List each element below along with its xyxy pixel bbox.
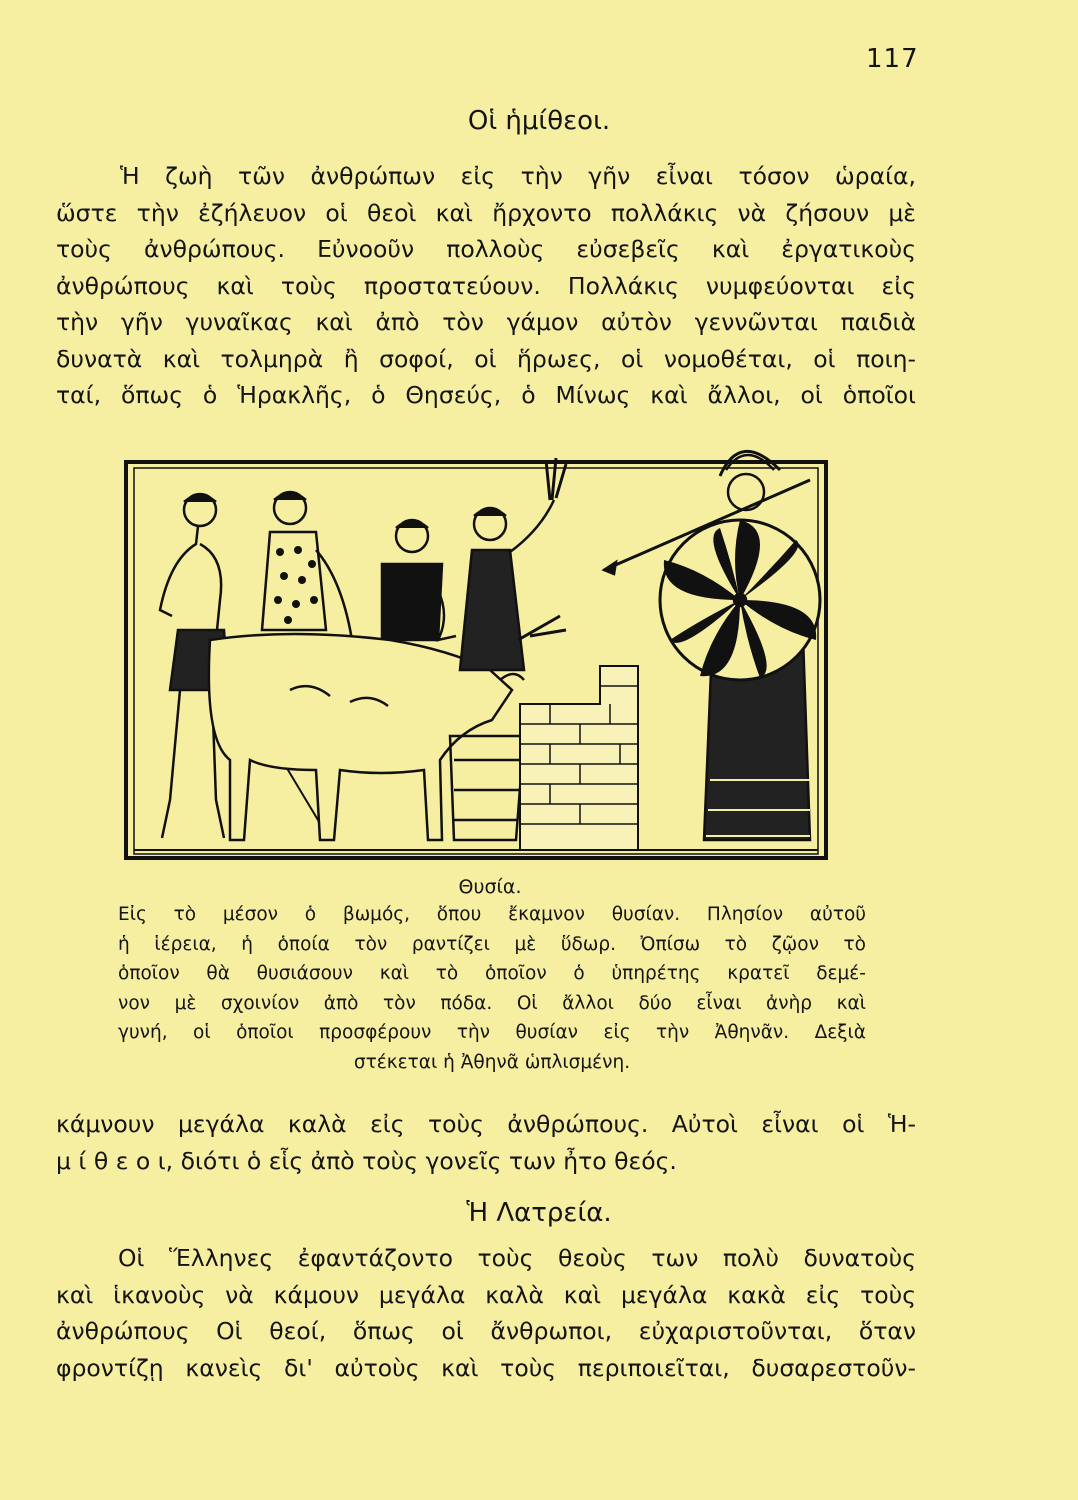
caption-line: ἡ ἱέρεια, ἡ ὁποία τὸν ραντίζει μὲ ὕδωρ. Ὀπίσω τὸ ζῷον τὸ	[118, 933, 866, 955]
text-line: κάμνουν μεγάλα καλὰ εἰς τοὺς ἀνθρώπους. Αὐτοὶ εἶναι οἱ Ἡ-	[56, 1110, 916, 1138]
text-line: καὶ ἱκανοὺς νὰ κάμουν μεγάλα καλὰ καὶ μεγάλα κακὰ εἰς τοὺς	[56, 1280, 916, 1309]
text-line: ἀνθρώπους καὶ τοὺς προστατεύουν. Πολλάκις νυμφεύονται εἰς	[56, 271, 916, 300]
text-line: τοὺς ἀνθρώπους. Εὐνοοῦν πολλοὺς εὐσεβεῖς καὶ ἐργατικοὺς	[56, 235, 916, 263]
text-line: ταί, ὅπως ὁ Ἡρακλῆς, ὁ Θησεύς, ὁ Μίνως καὶ ἄλλοι, οἱ ὁποῖοι	[56, 381, 916, 409]
caption-line: στέκεται ἡ Ἀθηνᾶ ὡπλισμένη.	[353, 1051, 631, 1073]
section-title-demigods: Οἱ ἡμίθεοι.	[467, 106, 611, 136]
text-line: Ἡ ζωὴ τῶν ἀνθρώπων εἰς τὴν γῆν εἶναι τόσον ὡραία,	[120, 162, 916, 190]
text-line: φροντίζῃ κανεὶς δι' αὐτοὺς καὶ τοὺς περιποιεῖται, δυσαρεστοῦν-	[56, 1353, 916, 1382]
text-line: τὴν γῆν γυναῖκας καὶ ἀπὸ τὸν γάμον αὐτὸν γεννῶνται παιδιὰ	[56, 308, 916, 336]
text-line: μ ί θ ε ο ι, διότι ὁ εἷς ἀπὸ τοὺς γονεῖς των ἦτο θεός.	[56, 1146, 677, 1175]
caption-line: γυνή, οἱ ὁποῖοι προσφέρουν τὴν θυσίαν εἰς τὴν Ἀθηνᾶν. Δεξιὰ	[118, 1022, 866, 1043]
figure-title: Θυσία.	[458, 876, 522, 898]
text-line: δυνατὰ καὶ τολμηρὰ ἢ σοφοί, οἱ ἥρωες, οἱ νομοθέται, οἱ ποιη-	[56, 344, 916, 373]
paragraph-continuation	[56, 1106, 916, 1179]
woman-figure	[262, 492, 352, 640]
altar-figure	[520, 666, 638, 850]
page-number: 117	[866, 44, 919, 74]
section-title-worship: Ἡ Λατρεία.	[466, 1198, 612, 1228]
caption-line: νον μὲ σχοινίον ἀπὸ τὸν πόδα. Οἱ ἄλλοι δύο εἶναι ἀνὴρ καὶ	[118, 992, 866, 1014]
text-line: Οἱ Ἕλληνες ἐφαντάζοντο τοὺς θεοὺς των πολὺ δυνατοὺς	[118, 1244, 916, 1272]
caption-line: ὁποῖον θὰ θυσιάσουν καὶ τὸ ὁποῖον ὁ ὑπηρέτης κρατεῖ δεμέ-	[118, 963, 866, 984]
paragraph-demigods	[56, 158, 916, 414]
caption-line: Εἰς τὸ μέσον ὁ βωμός, ὅπου ἔκαμνον θυσίαν. Πλησίον αὐτοῦ	[118, 904, 866, 925]
text-line: ἀνθρώπους Οἱ θεοί, ὅπως οἱ ἄνθρωποι, εὐχαριστοῦνται, ὅταν	[56, 1317, 916, 1345]
text-line: ὥστε τὴν ἐζήλευον οἱ θεοὶ καὶ ἤρχοντο πολλάκις νὰ ζήσουν μὲ	[56, 198, 916, 227]
man-figure	[382, 520, 456, 640]
paragraph-worship	[56, 1240, 916, 1386]
figure-caption	[118, 900, 866, 1077]
sacrifice-illustration	[120, 440, 846, 870]
